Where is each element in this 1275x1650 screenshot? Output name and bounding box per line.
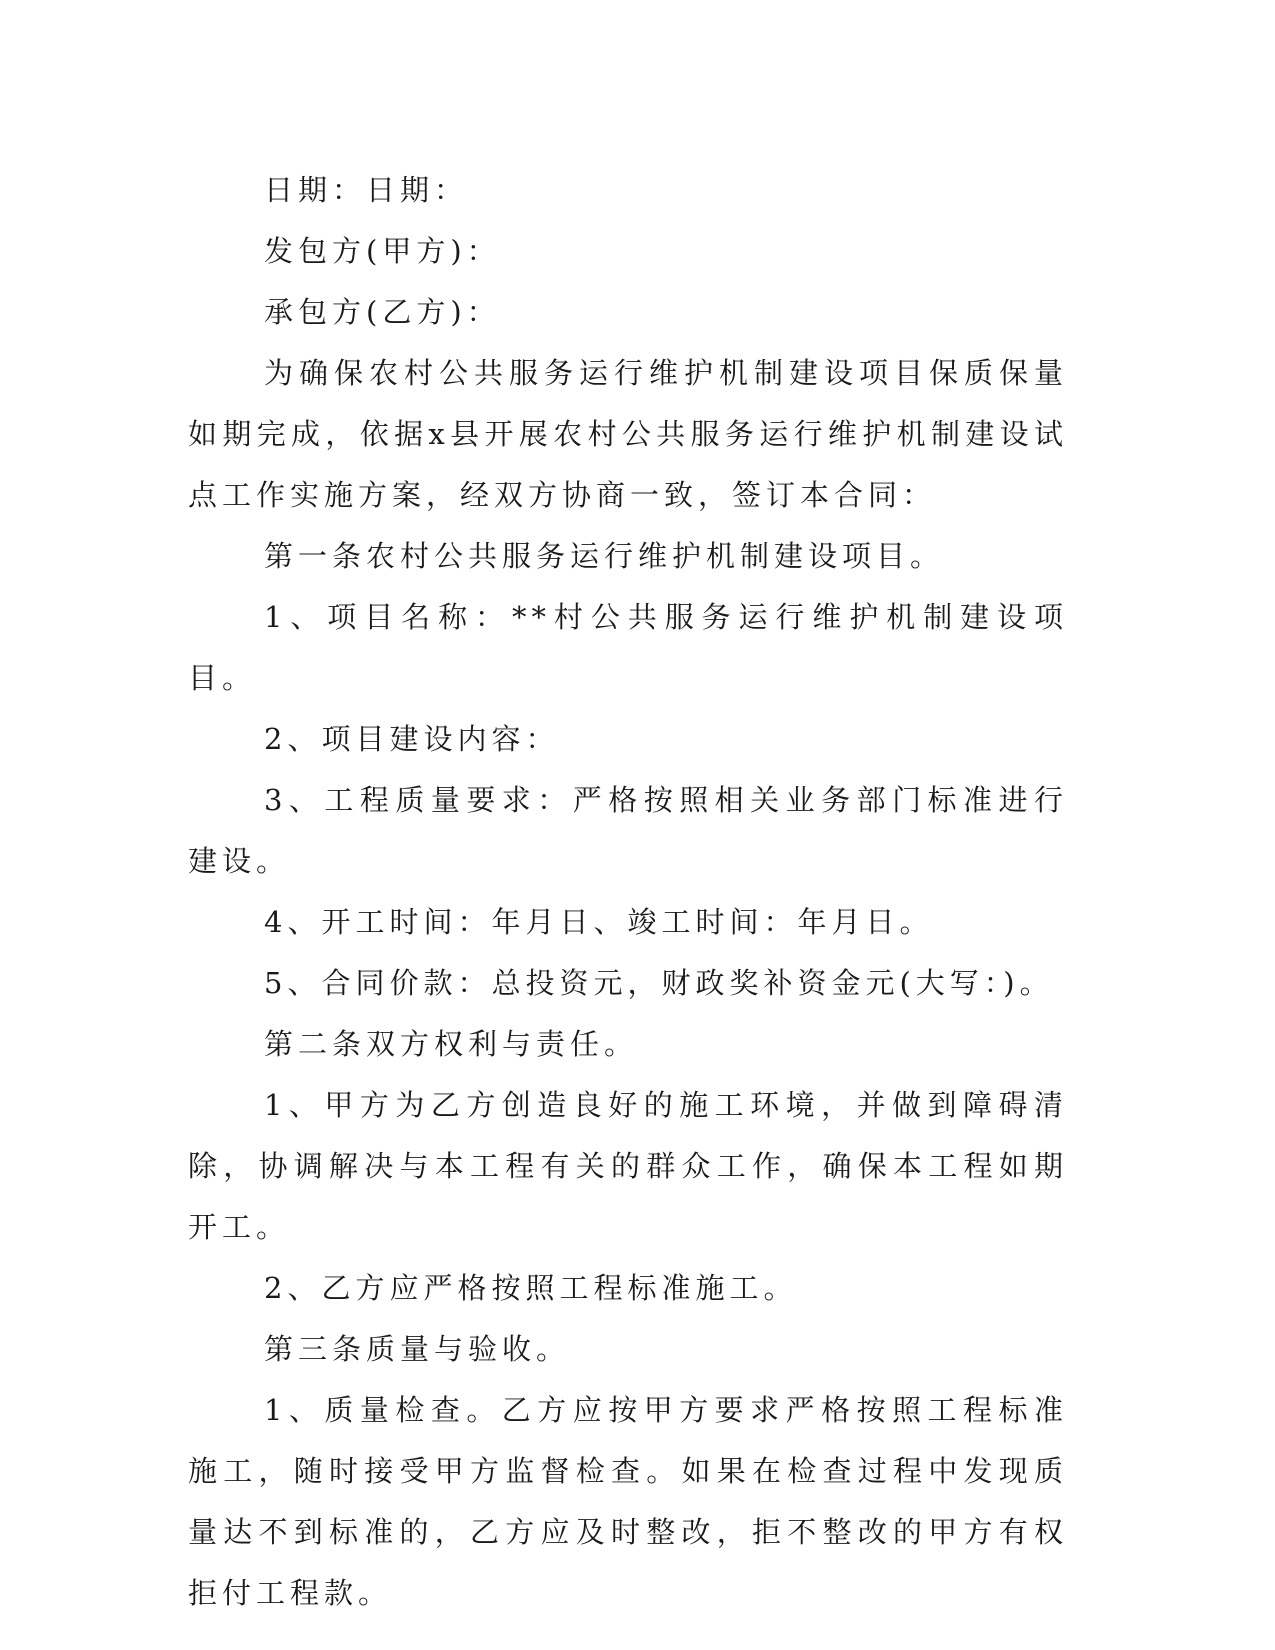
article-2-item-1: 1、甲方为乙方创造良好的施工环境，并做到障碍清除，协调解决与本工程有关的群众工作，确保本工程如期开工。 [188,1088,1068,1244]
party-b-line: 承包方(乙方)： [264,295,501,329]
article-1-item-3: 3、工程质量要求：严格按照相关业务部门标准进行建设。 [188,783,1068,878]
document-body [188,160,1068,1624]
article-3-heading: 第三条质量与验收。 [264,1332,571,1366]
article-1-item-2: 2、项目建设内容： [264,722,560,756]
article-3-item-1: 1、质量检查。乙方应按甲方要求严格按照工程标准施工，随时接受甲方监督检查。如果在检查过程中发现质量达不到标准的，乙方应及时整改，拒不整改的甲方有权拒付工程款。 [188,1393,1068,1610]
party-a-line: 发包方(甲方)： [264,234,501,268]
date-line: 日期：日期： [264,173,469,207]
preamble-paragraph: 为确保农村公共服务运行维护机制建设项目保质保量如期完成，依据x县开展农村公共服务运行维护机制建设试点工作实施方案，经双方协商一致，签订本合同： [188,356,1068,512]
article-1-item-1: 1、项目名称：**村公共服务运行维护机制建设项目。 [188,600,1068,695]
article-2-item-2: 2、乙方应严格按照工程标准施工。 [264,1271,798,1305]
article-1-heading: 第一条农村公共服务运行维护机制建设项目。 [264,539,945,573]
article-2-heading: 第二条双方权利与责任。 [264,1027,639,1061]
article-1-item-4: 4、开工时间：年月日、竣工时间：年月日。 [264,905,934,939]
article-1-item-5: 5、合同价款：总投资元，财政奖补资金元(大写：)。 [264,966,1054,1000]
